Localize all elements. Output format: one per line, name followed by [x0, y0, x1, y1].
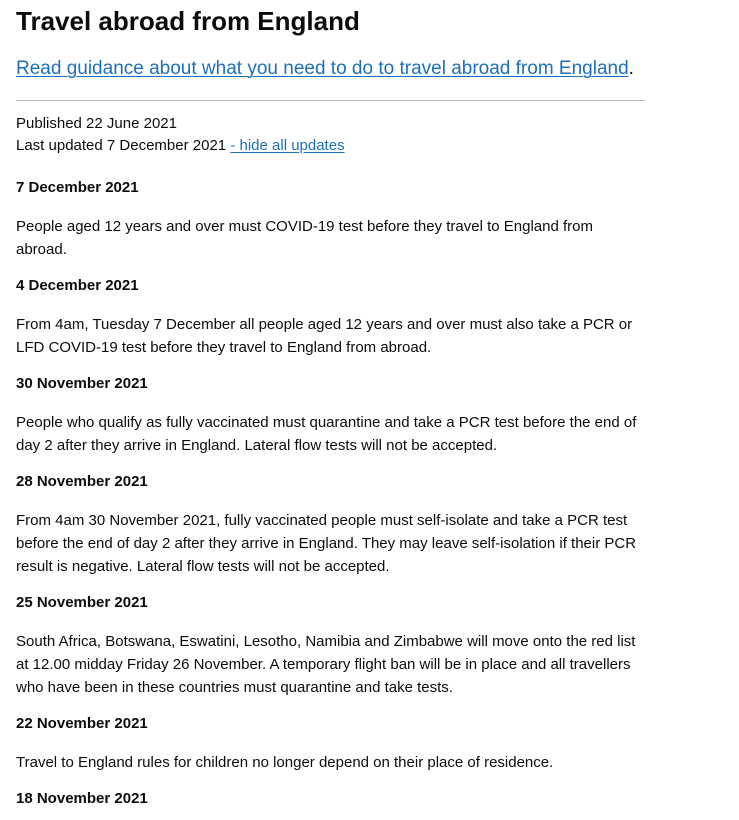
update-item: [16, 373, 646, 457]
update-date: 25 November 2021: [16, 594, 148, 611]
update-date: 22 November 2021: [16, 715, 148, 732]
update-item: [16, 713, 646, 774]
last-updated-row: [16, 135, 646, 157]
update-item: [16, 788, 646, 810]
update-item: [16, 592, 646, 699]
update-item: [16, 471, 646, 578]
divider: [16, 100, 645, 101]
published-date: Published 22 June 2021: [16, 115, 177, 132]
guidance-link[interactable]: Read guidance about what you need to do to travel abroad from England: [16, 58, 629, 79]
update-date: 18 November 2021: [16, 790, 148, 807]
update-date: 4 December 2021: [16, 277, 139, 294]
update-date: 30 November 2021: [16, 375, 148, 392]
update-text: People aged 12 years and over must COVID-19 test before they travel to England from abroad.: [16, 218, 593, 258]
update-date: 28 November 2021: [16, 473, 148, 490]
hide-all-updates-link[interactable]: - hide all updates: [230, 137, 345, 154]
update-text: South Africa, Botswana, Eswatini, Lesotho, Namibia and Zimbabwe will move onto the red list at 12.00 midday Friday 26 November. A temporary flight ban will be in place and all travellers who have been in these countries must quarantine and take tests.: [16, 633, 636, 696]
update-text: From 4am, Tuesday 7 December all people aged 12 years and over must also take a PCR or LFD COVID-19 test before they travel to England from abroad.: [16, 316, 633, 356]
last-updated-date: Last updated 7 December 2021: [16, 137, 227, 154]
guidance-paragraph: [16, 56, 634, 82]
update-history: [16, 177, 646, 810]
update-text: From 4am 30 November 2021, fully vaccinated people must self-isolate and take a PCR test before the end of day 2 after they arrive in England. They may leave self-isolation if their PCR result is negative. Lateral flow tests will not be accepted.: [16, 512, 637, 575]
update-text: Travel to England rules for children no longer depend on their place of residence.: [16, 754, 554, 771]
page-title: Travel abroad from England: [16, 6, 360, 36]
update-text: People who qualify as fully vaccinated must quarantine and take a PCR test before the end of day 2 after they arrive in England. Lateral flow tests will not be accepted.: [16, 414, 637, 454]
guidance-trailing-punctuation: .: [628, 58, 634, 79]
publication-metadata: [16, 113, 646, 157]
update-item: [16, 275, 646, 359]
update-item: [16, 177, 646, 261]
update-date: 7 December 2021: [16, 179, 139, 196]
